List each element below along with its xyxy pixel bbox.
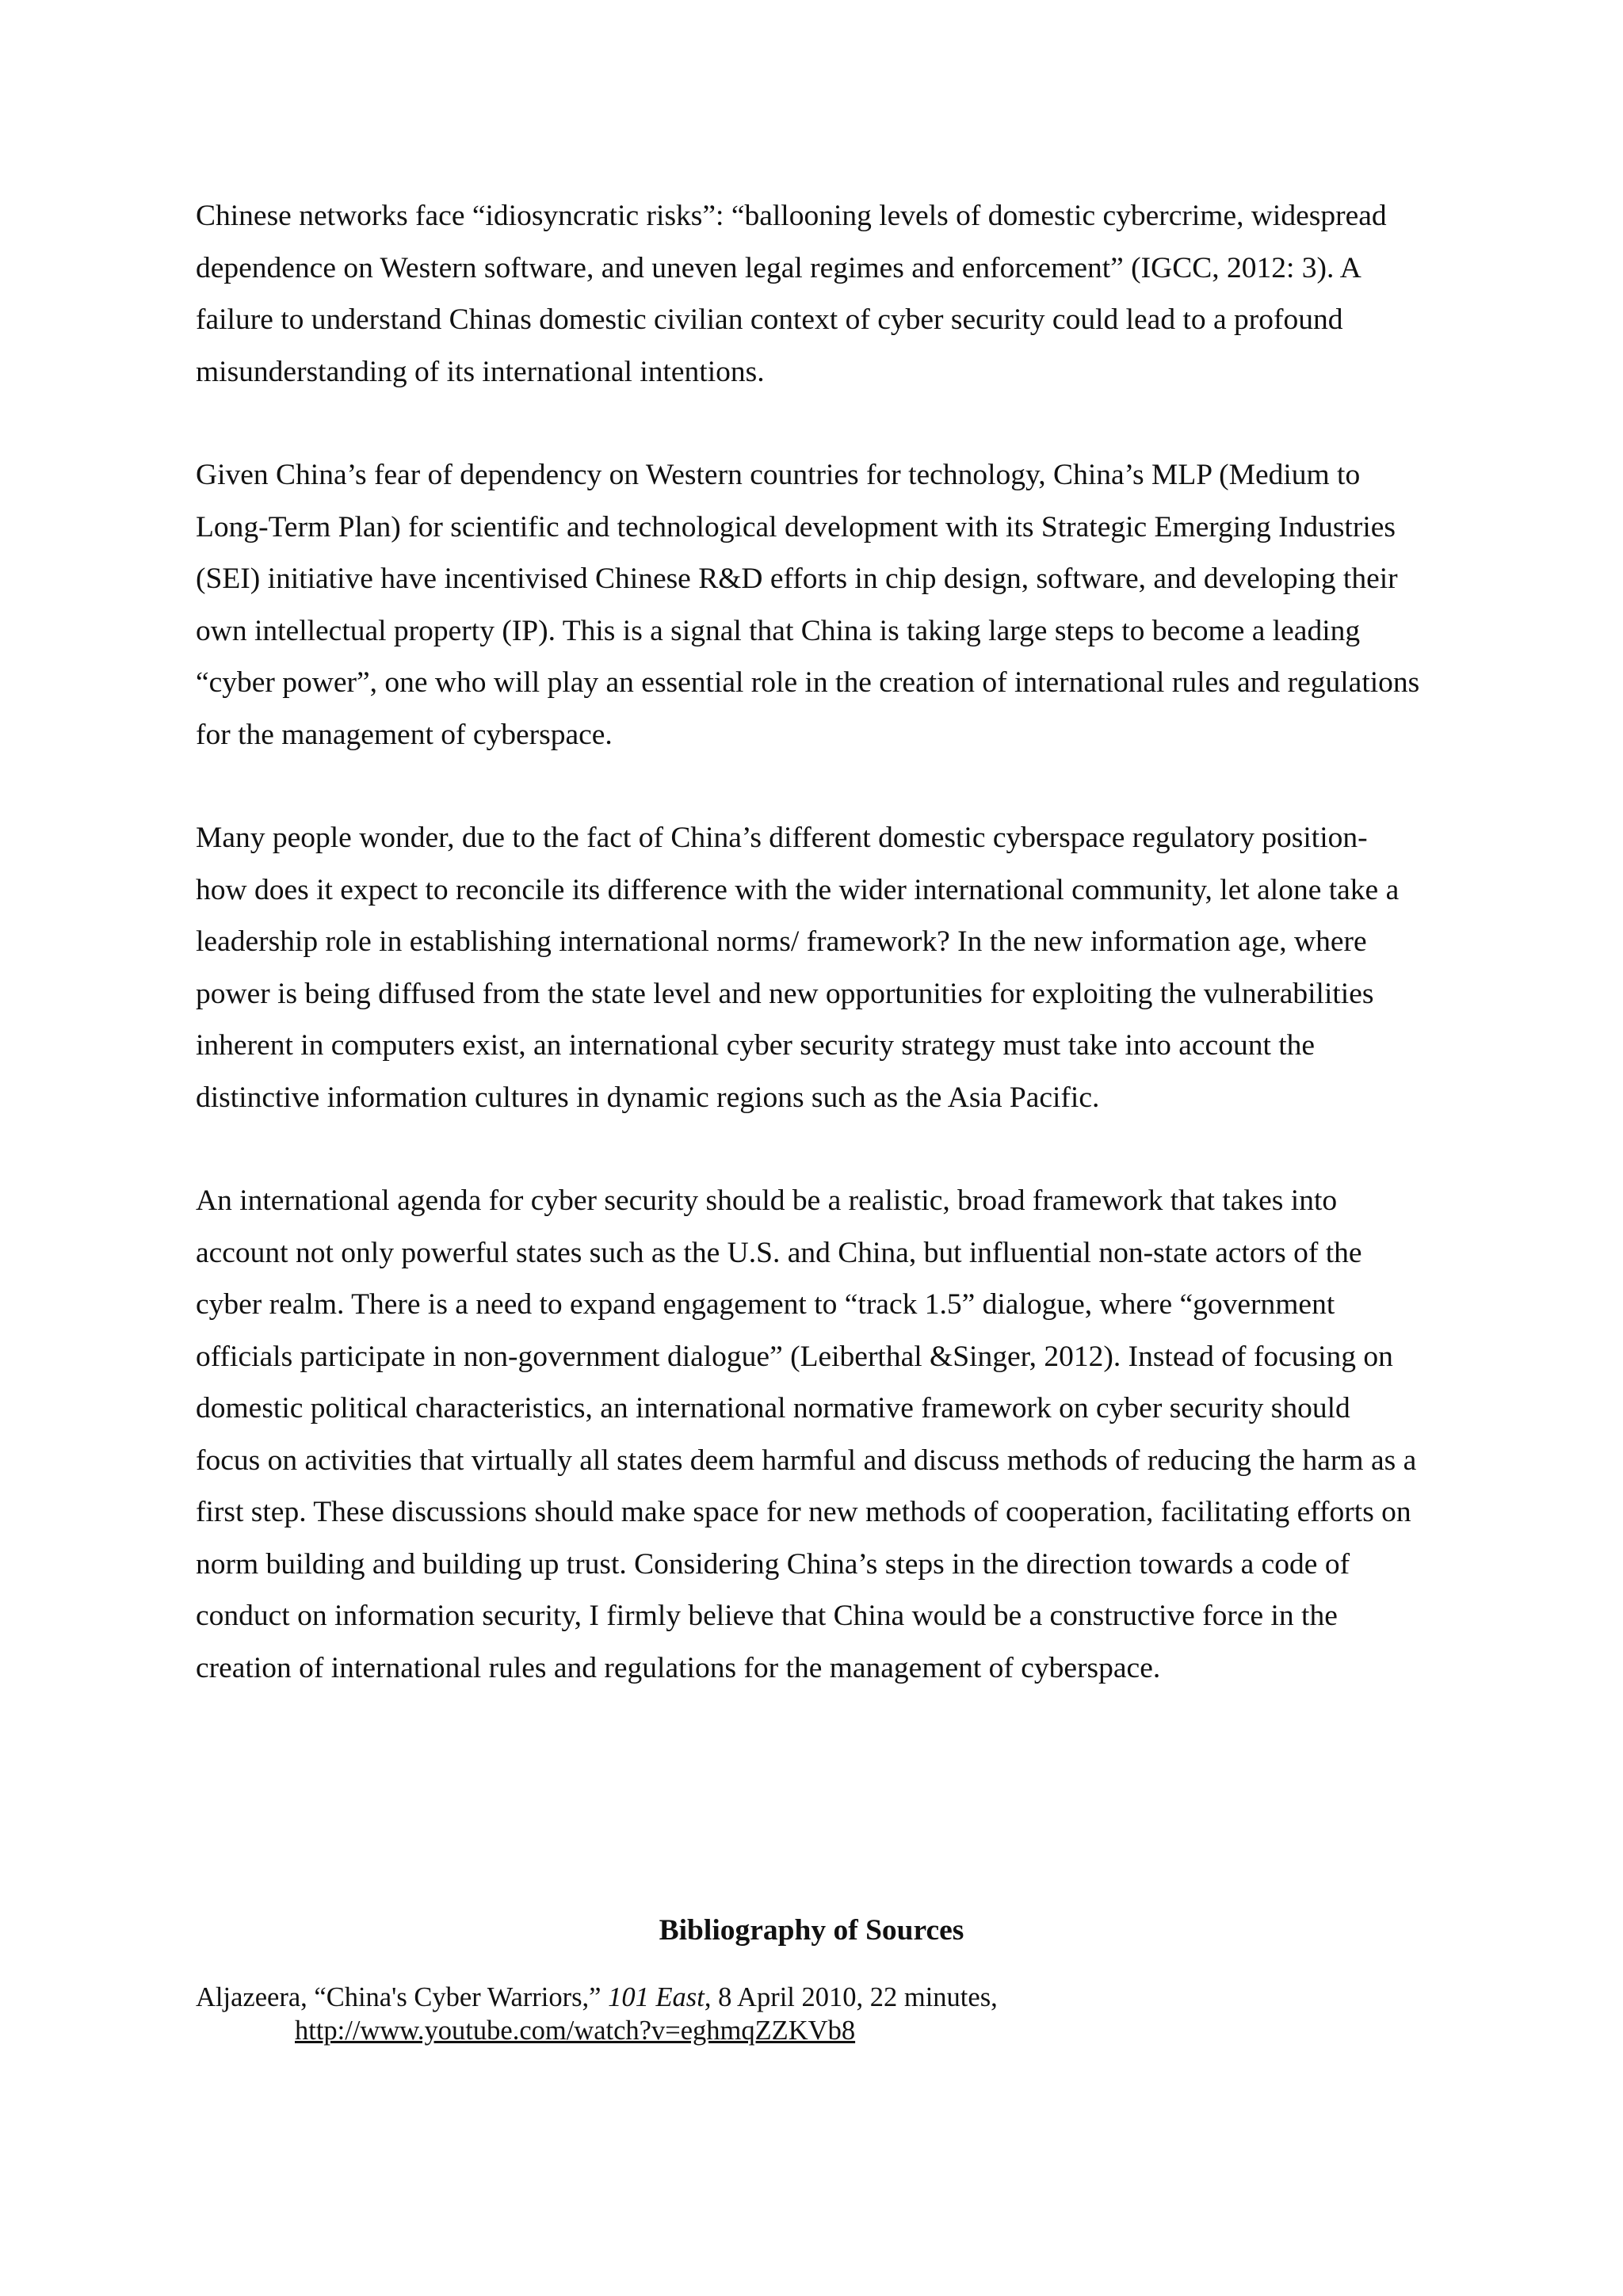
bibliography-entry-link[interactable]: http://www.youtube.com/watch?v=eghmqZZKVb8 (295, 2016, 856, 2046)
paragraph-1: Chinese networks face “idiosyncratic risks”: “ballooning levels of domestic cybercrime, widespread dependence on Western software, and uneven legal regimes and enforcement” (IGCC, 2012: 3). A failure to understand Chinas domestic civilian context of cyber security could lead to a profound misunderstanding of its international intentions. (196, 200, 1387, 388)
body-text (196, 190, 1452, 1745)
bibliography-entry-suffix: , 8 April 2010, 22 minutes, (704, 1982, 998, 2012)
paragraph-2: Given China’s fear of dependency on Western countries for technology, China’s MLP (Medium to Long-Term Plan) for scientific and technological development with its Strategic Emerging Industries (SEI) initiative have incentivised Chinese R&D efforts in chip design, software, and developing their own intellectual property (IP). This is a signal that China is taking large steps to become a leading “cyber power”, one who will play an essential role in the creation of international rules and regulations for the management of cyberspace. (196, 459, 1420, 751)
paragraph-4: An international agenda for cyber security should be a realistic, broad framework that takes into account not only powerful states such as the U.S. and China, but influential non-state actors of the cyber realm. There is a need to expand engagement to “track 1.5” dialogue, where “government officials participate in non-government dialogue” (Leiberthal &Singer, 2012). Instead of focusing on domestic political characteristics, an international normative framework on cyber security should focus on activities that virtually all states deem harmful and discuss methods of reducing the harm as a first step. These discussions should make space for new methods of cooperation, facilitating efforts on norm building and building up trust. Considering China’s steps in the direction towards a code of conduct on information security, I firmly believe that China would be a constructive force in the creation of international rules and regulations for the management of cyberspace. (196, 1184, 1417, 1684)
paragraph-3: Many people wonder, due to the fact of China’s different domestic cyberspace regulatory position- how does it expect to reconcile its difference with the wider international community, let alone take a leadership role in establishing international norms/ framework? In the new information age, where power is being diffused from the state level and new opportunities for exploiting the vulnerabilities inherent in computers exist, an international cyber security strategy must take into account the distinctive information cultures in dynamic regions such as the Asia Pacific. (196, 822, 1400, 1114)
bibliography-entry-prefix: Aljazeera, “China's Cyber Warriors,” (196, 1982, 609, 2012)
bibliography-entry-title: 101 East (608, 1982, 705, 2012)
bibliography-entry (196, 1981, 1452, 2047)
bibliography-heading: Bibliography of Sources (659, 1914, 964, 1947)
